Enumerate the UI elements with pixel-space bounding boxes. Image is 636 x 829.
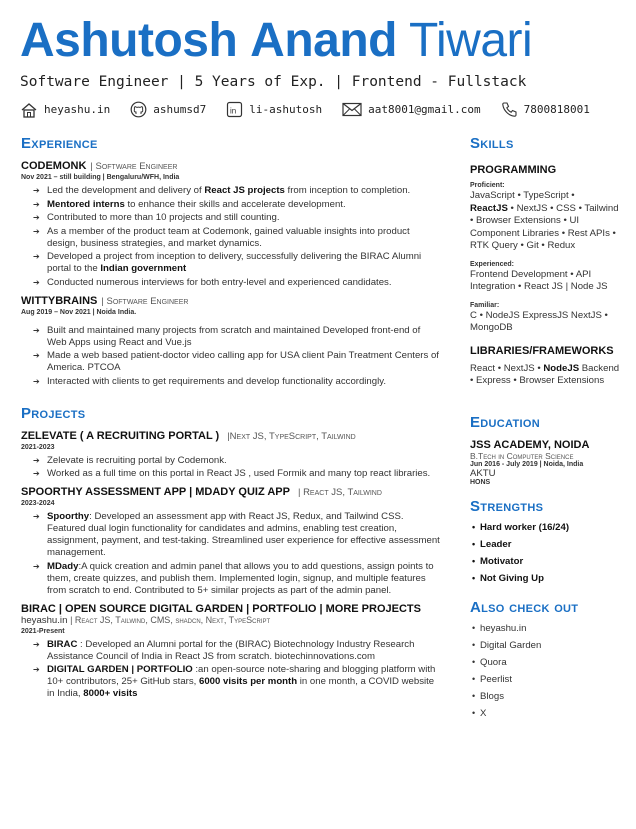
link-peerlist[interactable]: • Peerlist [472,671,620,688]
list-item: ➔ Spoorthy: Developed an assessment app with React JS, Redux, and Tailwind CSS. Featured dual login functionality for candidates and admins, enabling test creation, assignment, payment, and test-taking. Streamlined user experience for effective assessment management. [33,511,441,559]
list-item: ➔ Developed a project from inception to delivery, successfully delivering the BIRAC Alumni portal to the Indian government [33,251,441,275]
home-icon [20,102,38,118]
contact-email[interactable] [342,102,481,117]
contact-email-text: aat8001@gmail.com [368,103,481,116]
project-heading [21,486,441,498]
list-item: ➔ Mentored interns to enhance their skills and accelerate development. [33,199,441,211]
right-column [470,135,620,722]
project-date: 2021-2023 [21,443,55,451]
contact-bar [20,101,610,118]
edu-school: JSS ACADEMY, NOIDA [470,438,590,451]
project-bullets [21,511,441,597]
linkedin-icon [226,101,243,118]
email-icon [342,102,362,117]
job-heading [21,295,441,307]
edu-degree: B.Tech in Computer Science [470,450,574,461]
also-title: Also check out [470,598,579,616]
job-bullets [21,325,441,388]
project-spoorthy [21,486,441,597]
also-list [470,620,620,722]
contact-linkedin[interactable] [226,101,322,118]
strengths-list [470,519,620,587]
familiar-label: Familiar: [470,301,500,309]
left-column [21,135,441,706]
list-item: • Hard worker (16/24) [472,519,620,536]
list-item: ➔ Contributed to more than 10 projects and still counting. [33,212,441,224]
education-title: Education [470,413,540,431]
tagline: Software Engineer | 5 Years of Exp. | Frontend - Fullstack [20,74,527,90]
project-stack: | React JS, Tailwind [297,487,382,498]
experienced-skills: Frontend Development • API Integration • React JS | Node JS [470,268,608,292]
project-name: ZELEVATE ( A RECRUITING PORTAL ) [21,429,220,442]
project-bullets [21,639,441,701]
project-stack: |Next JS, TypeScript, Tailwind [227,430,356,442]
project-birac [21,603,441,701]
proficient-label: Proficient: [470,182,505,189]
project-stack: | React JS, Tailwind, CMS, shadcn, Next, TypeScript [70,614,271,625]
list-item: ➔ Worked as a full time on this portal in React JS , used Formik and many top react libraries. [33,468,441,480]
job-date: Nov 2021 – still building | Bengaluru/WFH, India [21,174,180,181]
edu-hons: HONS [470,478,491,486]
job-role: | Software Engineer [101,295,189,307]
list-item: ➔ Led the development and delivery of React JS projects from inception to completion. [33,185,441,197]
job-date: Aug 2019 – Nov 2021 | Noida India. [21,308,137,316]
project-zelevate [21,430,441,481]
list-item: ➔ BIRAC : Developed an Alumni portal for the (BIRAC) Biotechnology Industry Research Assistance Council of India in React JS from scratch. biotechinnovations.com [33,639,441,663]
candidate-name [20,12,532,70]
proficient-skills: JavaScript • TypeScript • ReactJS • NextJS • CSS • Tailwind • Browser Extensions • UI Component Libraries • Rest APIs • RTK Query • Git • Redux [470,190,619,251]
libraries-skills: React • NextJS • NodeJS Backend • Express • Browser Extensions [470,362,620,386]
list-item: • Leader [472,536,620,553]
github-icon [130,101,147,118]
edu-university: AKTU [470,467,496,479]
experienced-label: Experienced: [470,260,514,268]
familiar-skills: C • NodeJS ExpressJS NextJS • MongoDB [470,309,608,333]
experience-title: Experience [21,135,98,152]
link-heyashu[interactable]: • heyashu.in [472,620,620,637]
job-codemonk [21,160,441,289]
project-site-link[interactable]: heyashu.in [21,614,68,626]
programming-title: PROGRAMMING [470,164,557,176]
link-blogs[interactable]: • Blogs [472,688,620,705]
list-item: ➔ As a member of the product team at Codemonk, gained valuable insights into product design, business strategies, and market dynamics. [33,226,441,250]
list-item: ➔ Conducted numerous interviews for both entry-level and experienced candidates. [33,277,441,289]
list-item: ➔ Built and maintained many projects from scratch and maintained Developed front-end of Web Apps using React and Vue.js [33,325,441,349]
contact-github[interactable] [130,101,206,118]
project-date: 2021-Present [21,627,65,635]
strengths-title: Strengths [470,497,544,515]
contact-website-text: heyashu.in [44,103,111,116]
project-date: 2023-2024 [21,500,55,507]
name-first: Ashutosh [20,14,238,67]
list-item: ➔ DIGITAL GARDEN | PORTFOLIO :an open-source note-sharing and blogging platform with 10+ contributors, 25+ GitHub stars, 6000 visits per month in one month, a COVID website in India, 8000+ visits [33,664,441,700]
contact-phone-text: 7800818001 [523,103,590,116]
job-heading [21,160,441,172]
contact-phone[interactable] [501,101,590,118]
projects-title: Projects [21,404,86,422]
job-company: WITTYBRAINS [21,294,98,307]
project-bullets [21,455,441,481]
project-name: SPOORTHY ASSESSMENT APP | MDADY QUIZ APP [21,486,290,498]
link-digital-garden[interactable]: • Digital Garden [472,637,620,654]
contact-linkedin-text: li-ashutosh [249,103,323,116]
name-middle: Anand [250,14,397,67]
contact-website[interactable] [20,102,110,118]
job-wittybrains [21,295,441,388]
project-heading [21,430,441,442]
skills-title: Skills [470,135,514,152]
contact-github-text: ashumsd7 [153,103,207,116]
job-role: | Software Engineer [90,161,178,172]
job-company: CODEMONK [21,160,87,172]
project-subline [21,615,441,626]
list-item: ➔ Made a web based patient-doctor video calling app for USA client Pain Treatment Centers of America. PTCOA [33,350,441,374]
svg-text:in: in [230,106,237,116]
list-item: ➔ Zelevate is recruiting portal by Codemonk. [33,455,441,467]
libraries-title: LIBRARIES/FRAMEWORKS [470,344,614,357]
name-last: Tiwari [408,14,533,67]
phone-icon [501,101,518,118]
link-x[interactable]: • X [472,705,620,722]
project-heading: BIRAC | OPEN SOURCE DIGITAL GARDEN | PORTFOLIO | MORE PROJECTS [21,602,421,615]
list-item: ➔ MDady:A quick creation and admin panel that allows you to add questions, assign points to them, create quizzes, and publish them. Implemented login, signup, and multiple features from scratch to end. Contributed to 5+ similar projects as part of the admin panel. [33,561,441,597]
link-quora[interactable]: • Quora [472,654,620,671]
list-item: • Motivator [472,553,620,570]
list-item: • Not Giving Up [472,570,620,587]
edu-date: Jun 2016 - July 2019 | Noida, India [470,460,584,468]
list-item: ➔ Interacted with clients to get requirements and develop functionality accordingly. [33,376,441,388]
job-bullets [21,185,441,289]
